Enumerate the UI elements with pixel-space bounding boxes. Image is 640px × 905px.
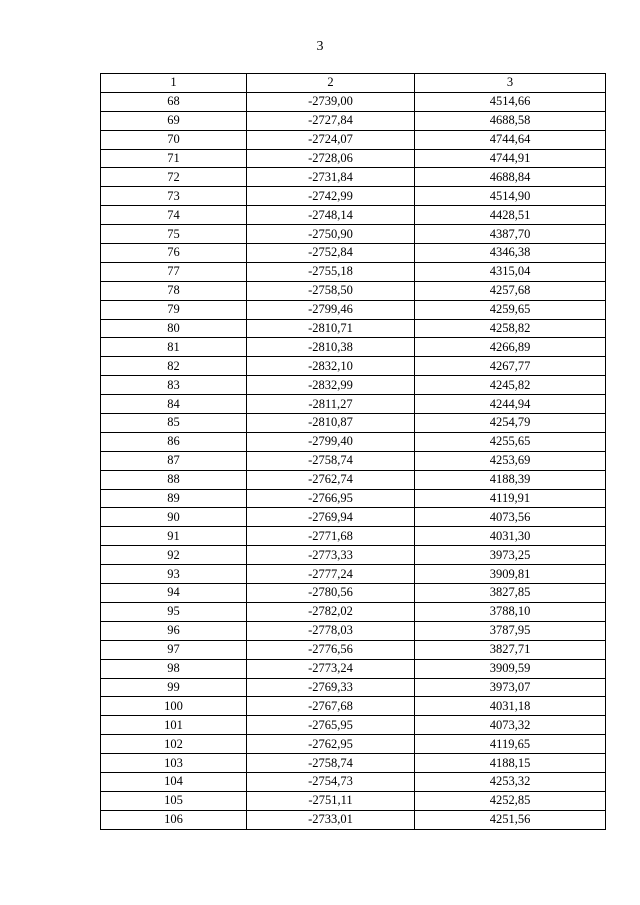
y-coordinate-cell: 4514,90 [415,187,606,206]
y-coordinate-cell: 4245,82 [415,376,606,395]
point-number-cell: 70 [101,130,247,149]
x-coordinate-cell: -2778,03 [247,621,415,640]
y-coordinate-cell: 4744,91 [415,149,606,168]
y-coordinate-cell: 4744,64 [415,130,606,149]
y-coordinate-cell: 4254,79 [415,414,606,433]
y-coordinate-cell: 4688,58 [415,111,606,130]
column-header-3: 3 [415,74,606,93]
point-number-cell: 104 [101,772,247,791]
x-coordinate-cell: -2782,02 [247,602,415,621]
point-number-cell: 93 [101,565,247,584]
x-coordinate-cell: -2752,84 [247,244,415,263]
y-coordinate-cell: 3909,59 [415,659,606,678]
x-coordinate-cell: -2748,14 [247,206,415,225]
table-row [101,168,606,187]
y-coordinate-cell: 4188,15 [415,754,606,773]
x-coordinate-cell: -2780,56 [247,584,415,603]
table-row [101,262,606,281]
x-coordinate-cell: -2742,99 [247,187,415,206]
y-coordinate-cell: 4255,65 [415,432,606,451]
x-coordinate-cell: -2799,40 [247,432,415,451]
y-coordinate-cell: 3788,10 [415,602,606,621]
table-row [101,489,606,508]
table-row [101,432,606,451]
y-coordinate-cell: 4188,39 [415,470,606,489]
table-row [101,697,606,716]
point-number-cell: 68 [101,92,247,111]
point-number-cell: 74 [101,206,247,225]
table-row [101,92,606,111]
point-number-cell: 99 [101,678,247,697]
y-coordinate-cell: 3787,95 [415,621,606,640]
point-number-cell: 78 [101,281,247,300]
y-coordinate-cell: 3973,07 [415,678,606,697]
point-number-cell: 94 [101,584,247,603]
table-row [101,206,606,225]
point-number-cell: 76 [101,244,247,263]
table-row [101,621,606,640]
y-coordinate-cell: 4119,65 [415,735,606,754]
x-coordinate-cell: -2731,84 [247,168,415,187]
x-coordinate-cell: -2773,33 [247,546,415,565]
point-number-cell: 98 [101,659,247,678]
x-coordinate-cell: -2771,68 [247,527,415,546]
x-coordinate-cell: -2762,74 [247,470,415,489]
point-number-cell: 105 [101,791,247,810]
x-coordinate-cell: -2758,74 [247,451,415,470]
x-coordinate-cell: -2765,95 [247,716,415,735]
table-row [101,565,606,584]
table-row [101,111,606,130]
x-coordinate-cell: -2767,68 [247,697,415,716]
y-coordinate-cell: 4253,32 [415,772,606,791]
table-row [101,414,606,433]
y-coordinate-cell: 4514,66 [415,92,606,111]
point-number-cell: 106 [101,810,247,829]
x-coordinate-cell: -2766,95 [247,489,415,508]
table-row [101,470,606,489]
y-coordinate-cell: 4346,38 [415,244,606,263]
point-number-cell: 91 [101,527,247,546]
table-row [101,735,606,754]
y-coordinate-cell: 3973,25 [415,546,606,565]
y-coordinate-cell: 4031,30 [415,527,606,546]
point-number-cell: 77 [101,262,247,281]
point-number-cell: 81 [101,338,247,357]
x-coordinate-cell: -2758,50 [247,281,415,300]
x-coordinate-cell: -2758,74 [247,754,415,773]
x-coordinate-cell: -2724,07 [247,130,415,149]
x-coordinate-cell: -2754,73 [247,772,415,791]
x-coordinate-cell: -2750,90 [247,225,415,244]
page-number: 3 [316,39,324,54]
point-number-cell: 89 [101,489,247,508]
table-header-row [101,74,606,93]
y-coordinate-cell: 4266,89 [415,338,606,357]
x-coordinate-cell: -2727,84 [247,111,415,130]
y-coordinate-cell: 4253,69 [415,451,606,470]
y-coordinate-cell: 4244,94 [415,395,606,414]
point-number-cell: 71 [101,149,247,168]
table-row [101,319,606,338]
table-row [101,584,606,603]
point-number-cell: 97 [101,640,247,659]
point-number-cell: 102 [101,735,247,754]
y-coordinate-cell: 3909,81 [415,565,606,584]
table-row [101,754,606,773]
table-row [101,716,606,735]
y-coordinate-cell: 4031,18 [415,697,606,716]
point-number-cell: 85 [101,414,247,433]
point-number-cell: 87 [101,451,247,470]
point-number-cell: 82 [101,357,247,376]
x-coordinate-cell: -2762,95 [247,735,415,754]
point-number-cell: 80 [101,319,247,338]
point-number-cell: 69 [101,111,247,130]
x-coordinate-cell: -2776,56 [247,640,415,659]
x-coordinate-cell: -2728,06 [247,149,415,168]
table-row [101,810,606,829]
x-coordinate-cell: -2773,24 [247,659,415,678]
point-number-cell: 103 [101,754,247,773]
x-coordinate-cell: -2810,38 [247,338,415,357]
table-row [101,602,606,621]
table-row [101,357,606,376]
table-row [101,187,606,206]
table-row [101,678,606,697]
point-number-cell: 90 [101,508,247,527]
x-coordinate-cell: -2832,99 [247,376,415,395]
table-row [101,225,606,244]
table-row [101,300,606,319]
y-coordinate-cell: 4257,68 [415,281,606,300]
y-coordinate-cell: 4387,70 [415,225,606,244]
x-coordinate-cell: -2739,00 [247,92,415,111]
y-coordinate-cell: 4073,32 [415,716,606,735]
x-coordinate-cell: -2755,18 [247,262,415,281]
point-number-cell: 86 [101,432,247,451]
table-row [101,772,606,791]
table-row [101,546,606,565]
table-row [101,244,606,263]
column-header-2: 2 [247,74,415,93]
point-number-cell: 72 [101,168,247,187]
table-row [101,508,606,527]
table-row [101,149,606,168]
x-coordinate-cell: -2751,11 [247,791,415,810]
table-row [101,376,606,395]
y-coordinate-cell: 4119,91 [415,489,606,508]
x-coordinate-cell: -2811,27 [247,395,415,414]
y-coordinate-cell: 3827,71 [415,640,606,659]
table-row [101,338,606,357]
table-row [101,451,606,470]
table-row [101,130,606,149]
x-coordinate-cell: -2799,46 [247,300,415,319]
point-number-cell: 101 [101,716,247,735]
table-row [101,640,606,659]
y-coordinate-cell: 4252,85 [415,791,606,810]
y-coordinate-cell: 4428,51 [415,206,606,225]
table-row [101,527,606,546]
y-coordinate-cell: 4258,82 [415,319,606,338]
x-coordinate-cell: -2769,94 [247,508,415,527]
x-coordinate-cell: -2769,33 [247,678,415,697]
point-number-cell: 100 [101,697,247,716]
point-number-cell: 84 [101,395,247,414]
y-coordinate-cell: 4073,56 [415,508,606,527]
x-coordinate-cell: -2832,10 [247,357,415,376]
coordinates-table [100,73,606,830]
point-number-cell: 79 [101,300,247,319]
y-coordinate-cell: 4688,84 [415,168,606,187]
point-number-cell: 88 [101,470,247,489]
point-number-cell: 73 [101,187,247,206]
table-body [101,92,606,829]
point-number-cell: 95 [101,602,247,621]
table-row [101,281,606,300]
x-coordinate-cell: -2810,87 [247,414,415,433]
y-coordinate-cell: 4259,65 [415,300,606,319]
y-coordinate-cell: 4315,04 [415,262,606,281]
table-row [101,659,606,678]
point-number-cell: 96 [101,621,247,640]
table-row [101,791,606,810]
y-coordinate-cell: 3827,85 [415,584,606,603]
point-number-cell: 92 [101,546,247,565]
table-header [101,74,606,93]
y-coordinate-cell: 4251,56 [415,810,606,829]
x-coordinate-cell: -2777,24 [247,565,415,584]
column-header-1: 1 [101,74,247,93]
x-coordinate-cell: -2810,71 [247,319,415,338]
table-row [101,395,606,414]
y-coordinate-cell: 4267,77 [415,357,606,376]
point-number-cell: 75 [101,225,247,244]
point-number-cell: 83 [101,376,247,395]
x-coordinate-cell: -2733,01 [247,810,415,829]
